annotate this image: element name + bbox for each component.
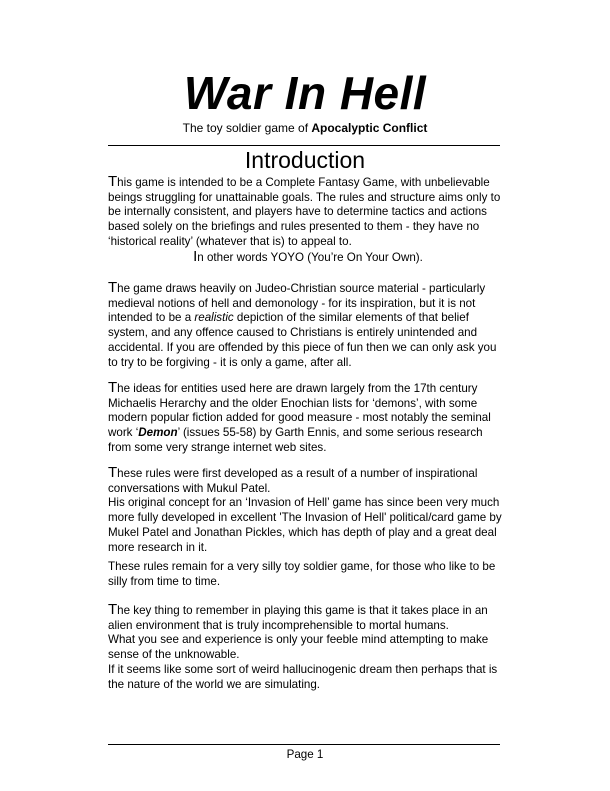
- paragraph-silly: [108, 560, 508, 589]
- paragraph-text: he game draws heavily on Judeo-Christian source material - particularly medieval notions of hell and demonology - for its inspiration, but it is not intended to be a: [108, 282, 486, 325]
- drop-cap: I: [193, 248, 198, 265]
- subtitle-text: The toy soldier game of: [182, 121, 312, 135]
- paragraph-entities: [108, 379, 508, 456]
- footer-rule: [108, 744, 500, 745]
- paragraph-origins: [108, 464, 508, 555]
- paragraph-bold-italic: Demon: [138, 426, 178, 440]
- paragraph-key-thing: [108, 601, 508, 692]
- paragraph-text: he ideas for entities used here are drawn largely from the 17th century Michaelis Herarchy and the older Enochian lists for ‘demons’, with some modern popular fiction added for good measure - most notably the seminal work ‘: [108, 382, 491, 440]
- document-subtitle: [0, 120, 610, 136]
- paragraph-text: What you see and experience is only your feeble mind attempting to make sense of the unknowable.: [108, 633, 489, 662]
- paragraph-yoyo: [108, 248, 508, 266]
- paragraph-text: his game is intended to be a Complete Fantasy Game, with unbelievable beings struggling for unattainable goals. The rules and structure aims only to be internally consistent, and players have to determine tactics and actions based solely on the briefings and rules presented to them - they have no ‘historical reality’ (whatever that is) to appeal to.: [108, 176, 501, 248]
- paragraph-intro: [108, 173, 508, 250]
- drop-cap: T: [108, 379, 118, 396]
- paragraph-italic: realistic: [194, 311, 234, 325]
- drop-cap: T: [108, 173, 118, 190]
- paragraph-text: hese rules were first developed as a result of a number of inspirational conversations with Mukul Patel.: [108, 467, 478, 495]
- drop-cap: T: [108, 464, 118, 481]
- drop-cap: T: [108, 279, 118, 296]
- paragraph-text: depiction of the similar elements of that belief system, and any offence caused to Christians is entirely unintended and accidental. If you are offended by this piece of fun then we can only ask you to try to be forgiving - it is only a game, after all.: [108, 311, 497, 369]
- page-number: Page 1: [286, 748, 324, 761]
- paragraph-text: His original concept for an ‘Invasion of Hell’ game has since been very much more fully developed in excellent 'The Invasion of Hell' political/card game by Mukel Patel and Jonathan Pickles, which has depth of play and a great deal more research in it.: [108, 496, 502, 554]
- paragraph-text: he key thing to remember in playing this game is that it takes place in an alien environment that is truly incomprehensible to mortal humans.: [108, 604, 488, 632]
- paragraph-source-material: [108, 279, 508, 370]
- drop-cap: T: [108, 601, 118, 618]
- document-title: War In Hell: [183, 67, 427, 119]
- paragraph-text: ’ (issues 55-58) by Garth Ennis, and some serious research from some very strange internet web sites.: [108, 426, 483, 454]
- section-heading: Introduction: [244, 147, 366, 173]
- paragraph-text: These rules remain for a very silly toy soldier game, for those who like to be silly from time to time.: [108, 560, 496, 588]
- paragraph-text: If it seems like some sort of weird hallucinogenic dream then perhaps that is the nature of the world we are simulating.: [108, 662, 498, 691]
- subtitle-emphasis: Apocalyptic Conflict: [311, 121, 428, 135]
- paragraph-text: n other words YOYO (You’re On Your Own).: [197, 251, 423, 264]
